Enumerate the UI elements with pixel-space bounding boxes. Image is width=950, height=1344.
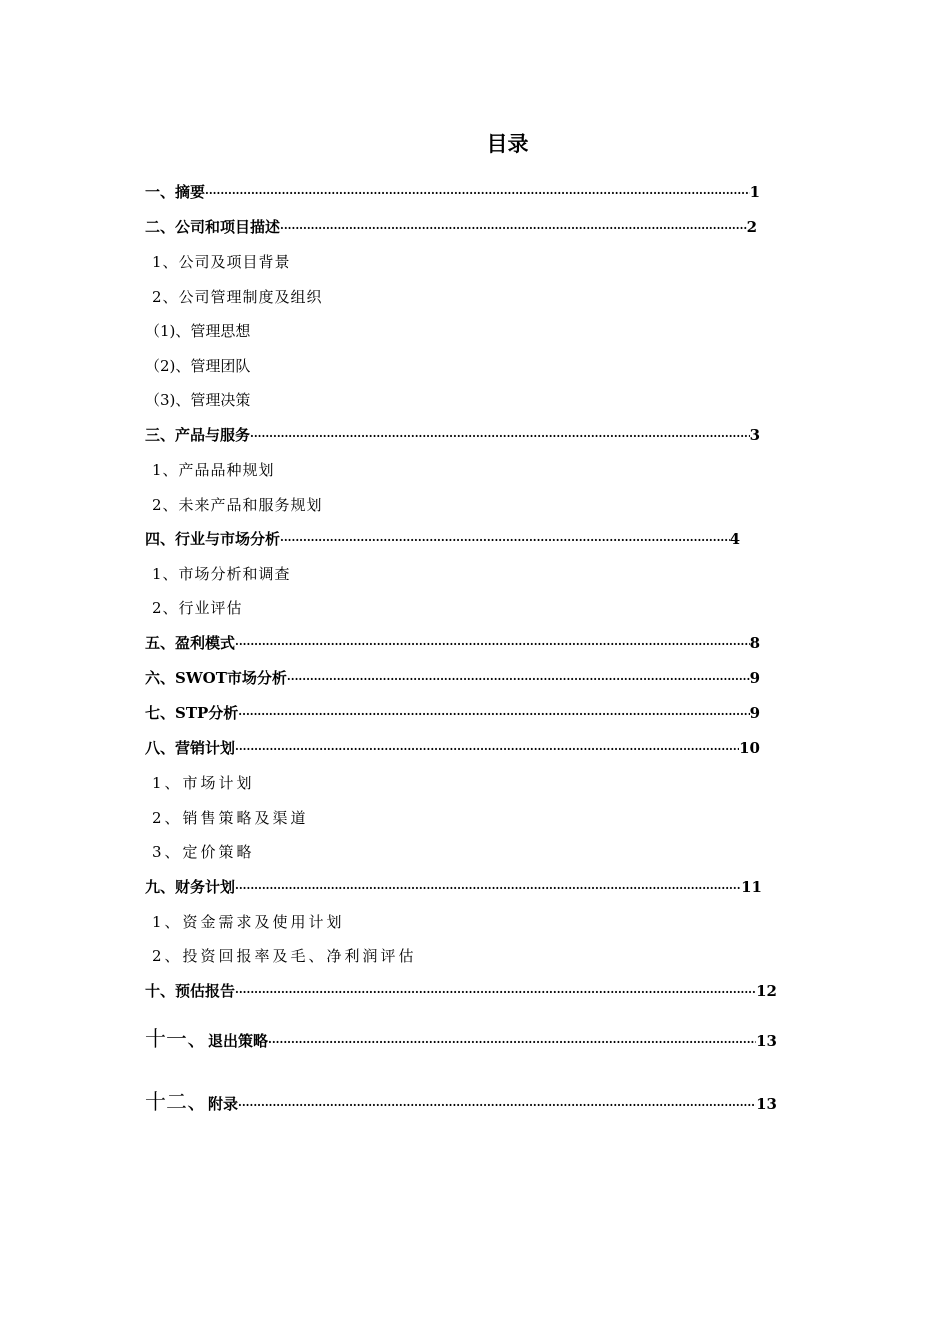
toc-page-number: 11 xyxy=(741,878,762,896)
toc-entry[interactable] xyxy=(152,772,255,794)
toc-entry[interactable] xyxy=(145,181,760,203)
toc-entry[interactable] xyxy=(145,355,250,377)
toc-page-number: 3 xyxy=(749,426,760,444)
toc-entry-label: 八、营销计划 xyxy=(145,739,236,757)
toc-entry-label: 2、公司管理制度及组织 xyxy=(152,288,323,306)
toc-page-number: 10 xyxy=(739,739,760,757)
toc-page-number: 1 xyxy=(749,183,760,201)
toc-entry-label: 附录 xyxy=(208,1095,239,1113)
toc-entry-label: 1、公司及项目背景 xyxy=(152,253,291,271)
toc-entry[interactable] xyxy=(152,597,243,619)
toc-page-number: 9 xyxy=(749,669,760,687)
toc-entry-label: 六、SWOT市场分析 xyxy=(145,669,287,687)
toc-entry[interactable] xyxy=(152,911,345,933)
toc-entry[interactable] xyxy=(145,389,250,411)
toc-page-number: 4 xyxy=(729,530,740,548)
toc-entry-label: （2)、管理团队 xyxy=(145,357,251,375)
toc-entry[interactable] xyxy=(152,286,323,308)
toc-page-number: 2 xyxy=(746,218,757,236)
toc-entry[interactable] xyxy=(152,251,291,273)
toc-entry[interactable] xyxy=(145,632,760,654)
toc-page-number: 12 xyxy=(756,982,777,1000)
toc-page-number: 13 xyxy=(756,1032,777,1050)
toc-entry-label: 2、未来产品和服务规划 xyxy=(152,496,323,514)
toc-entry-label: 1、资金需求及使用计划 xyxy=(152,913,345,931)
toc-entry[interactable] xyxy=(152,494,323,516)
toc-entry-label: 一、摘要 xyxy=(145,183,206,201)
toc-entry-label: 1、产品品种规划 xyxy=(152,461,275,479)
toc-entry[interactable] xyxy=(152,945,417,967)
toc-title: 目录 xyxy=(486,131,529,156)
toc-entry-label: 2、销售策略及渠道 xyxy=(152,809,309,827)
toc-entry-label: 2、行业评估 xyxy=(152,599,243,617)
toc-entry-label: 二、公司和项目描述 xyxy=(145,218,281,236)
leader-dots xyxy=(268,1032,756,1054)
toc-page-number: 8 xyxy=(749,634,760,652)
toc-entry-label: 十、预估报告 xyxy=(145,982,236,1000)
toc-entry[interactable] xyxy=(152,459,275,481)
toc-entry[interactable] xyxy=(145,424,760,446)
toc-entry[interactable] xyxy=(145,876,762,898)
toc-entry-label: 2、投资回报率及毛、净利润评估 xyxy=(152,947,417,965)
toc-entry-number: 十一、 xyxy=(145,1027,208,1051)
leader-dots xyxy=(205,183,750,205)
toc-entry[interactable] xyxy=(145,702,760,724)
toc-entry[interactable] xyxy=(145,528,740,550)
toc-entry-number: 十二、 xyxy=(145,1090,208,1114)
toc-entry[interactable] xyxy=(145,320,250,342)
toc-entry[interactable] xyxy=(152,807,309,829)
toc-entry-label: （1)、管理思想 xyxy=(145,322,251,340)
leader-dots xyxy=(235,739,739,761)
toc-entry[interactable] xyxy=(145,216,757,238)
toc-entry[interactable] xyxy=(145,1091,777,1113)
leader-dots xyxy=(287,669,750,691)
leader-dots xyxy=(235,878,741,900)
toc-entry-label: 1、市场计划 xyxy=(152,774,255,792)
leader-dots xyxy=(250,426,750,448)
toc-entry[interactable] xyxy=(145,737,760,759)
toc-entry-label: 五、盈利模式 xyxy=(145,634,236,652)
toc-entry-label: （3)、管理决策 xyxy=(145,391,251,409)
toc-entry-label: 3、定价策略 xyxy=(152,843,255,861)
toc-entry-label: 七、STP分析 xyxy=(145,704,239,722)
toc-entry-label: 九、财务计划 xyxy=(145,878,236,896)
toc-entry-label: 1、市场分析和调查 xyxy=(152,565,291,583)
leader-dots xyxy=(238,1095,756,1117)
toc-entry[interactable] xyxy=(145,980,777,1002)
leader-dots xyxy=(238,704,749,726)
toc-entry-label: 退出策略 xyxy=(208,1032,269,1050)
leader-dots xyxy=(235,982,756,1004)
toc-page-number: 13 xyxy=(756,1095,777,1113)
toc-entry[interactable] xyxy=(152,841,255,863)
toc-entry[interactable] xyxy=(145,667,760,689)
toc-entry[interactable] xyxy=(145,1028,777,1050)
leader-dots xyxy=(280,530,730,552)
toc-entry-label: 四、行业与市场分析 xyxy=(145,530,281,548)
toc-page-number: 9 xyxy=(749,704,760,722)
leader-dots xyxy=(280,218,747,240)
toc-entry[interactable] xyxy=(152,563,291,585)
toc-entry-label: 三、产品与服务 xyxy=(145,426,251,444)
leader-dots xyxy=(235,634,750,656)
